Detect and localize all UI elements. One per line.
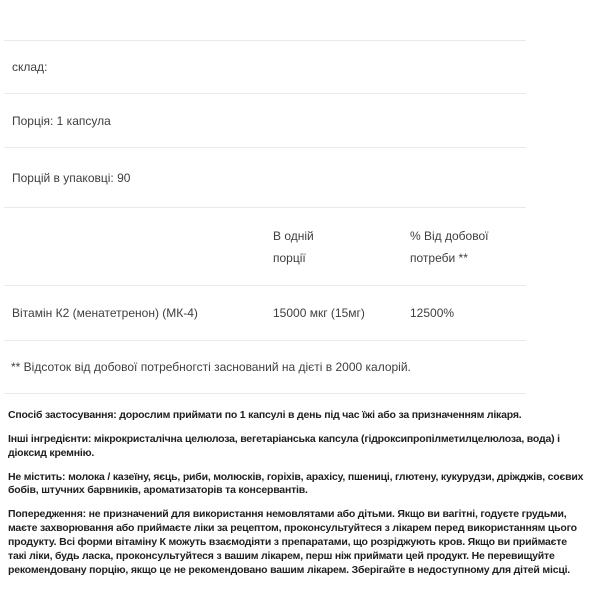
footnote-row xyxy=(4,341,526,394)
header-daily-value-line2: потреби ** xyxy=(410,250,468,265)
free-of-paragraph: Не містить: молока / казеїну, яєць, риби, молюсків, горіхів, арахісу, пшениці, глютену, кукурудзи, дріжджів, соєвих бобів, штучних барвників, ароматизаторів та консервантів. xyxy=(8,470,584,497)
serving-size-text: Порція: 1 капсула xyxy=(12,113,111,128)
composition-table xyxy=(4,40,526,394)
table-header-row xyxy=(4,208,526,286)
other-ingredients-paragraph: Інші інгредієнти: мікрокристалічна целюлоза, вегетаріанська капсула (гідроксипропілметилцелюлоза, вода) і діоксид кремнію. xyxy=(8,432,560,459)
serving-size-row xyxy=(4,94,526,148)
composition-label: склад: xyxy=(12,60,48,74)
composition-label-row xyxy=(4,41,526,94)
directions-paragraph: Спосіб застосування: дорослим приймати по 1 капсулі в день під час їжі або за призначенням лікаря. xyxy=(8,409,522,421)
warnings-paragraph: Попередження: не призначений для використання немовлятами або дітьми. Якщо ви вагітні, годуєте грудьми, маєте захворювання або приймаєте ліки за рецептом, проконсультуйтеся з лікарем перед використанням цього продукту. Всі форми вітаміну К можуть взаємодіяти з препаратами, що розріджують кров. Якщо ви приймаєте такі ліки, будь ласка, проконсультуйтеся з вашим лікарем, перш ніж приймати цей продукт. Не перевищуйте рекомендовану порцію, якщо це не рекомендовано вашим лікарем. Зберігайте в недоступному для дітей місці. xyxy=(8,508,577,576)
table-row-vitamin-k2 xyxy=(4,286,526,341)
ingredient-name: Вітамін К2 (менатетренон) (МК-4) xyxy=(12,306,198,320)
ingredient-daily-value: 12500% xyxy=(410,306,455,320)
header-daily-value-line1: % Від добової xyxy=(410,228,489,243)
details-paragraphs xyxy=(8,409,586,588)
ingredient-amount: 15000 мкг (15мг) xyxy=(273,306,365,320)
servings-per-container-text: Порцій в упаковці: 90 xyxy=(12,170,131,185)
daily-value-footnote: ** Відсоток від добової потребногсті заснований на дієті в 2000 калорій. xyxy=(11,360,411,374)
header-per-serving-line1: В одній xyxy=(273,228,314,243)
header-per-serving-line2: порції xyxy=(273,250,306,265)
header-daily-value xyxy=(410,225,526,269)
servings-per-container-row xyxy=(4,148,526,208)
header-per-serving xyxy=(273,225,410,269)
